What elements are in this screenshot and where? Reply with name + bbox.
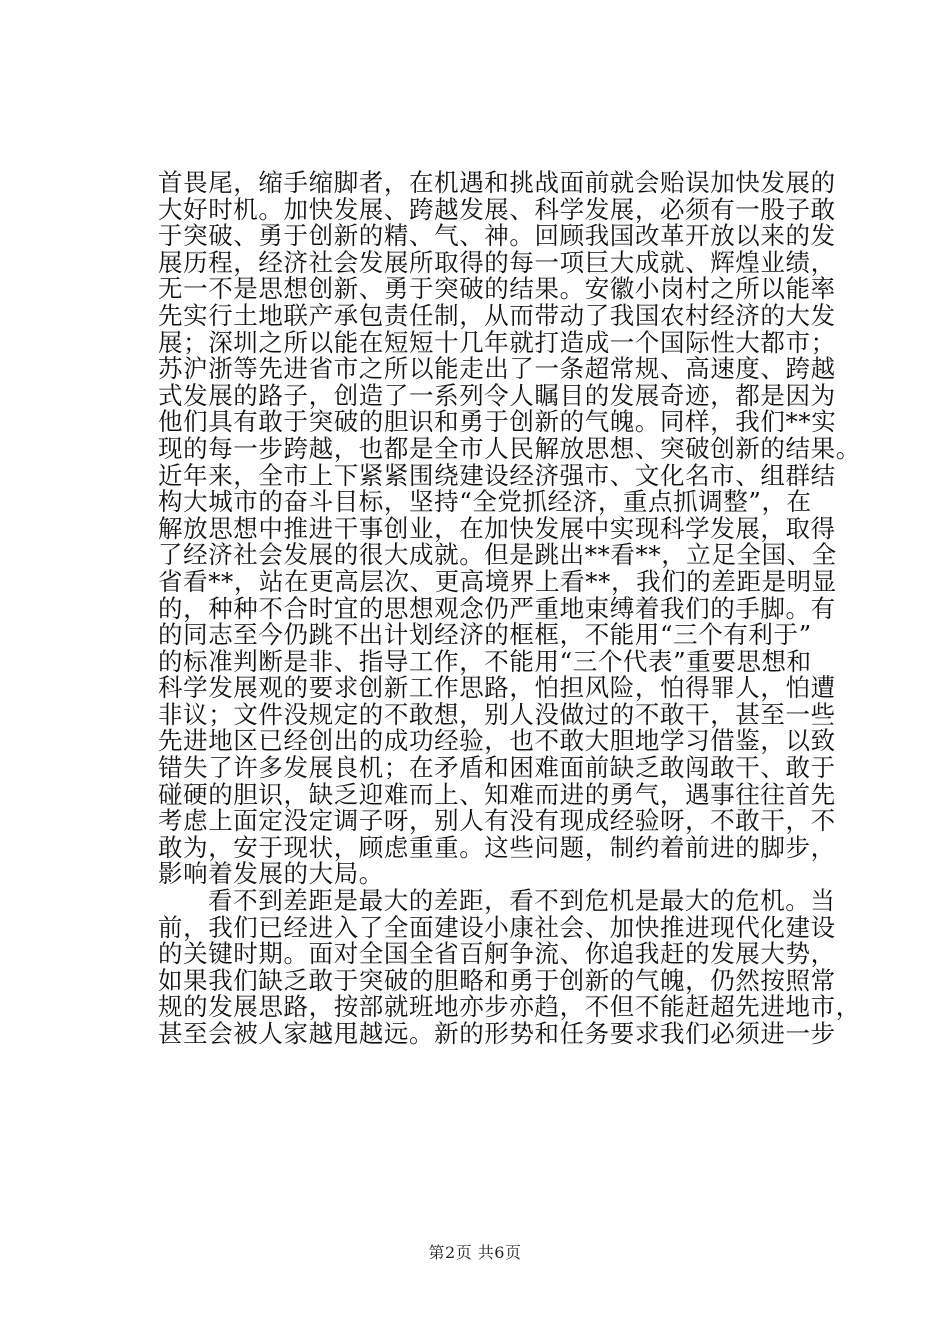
text-line: 于突破、勇于创新的精、气、神。回顾我国改革开放以来的发 [158, 221, 836, 251]
text-line: 苏沪浙等先进省市之所以能走出了一条超常规、高速度、跨越 [158, 354, 836, 384]
text-line: 了经济社会发展的很大成就。但是跳出**看**，立足全国、全 [158, 540, 837, 570]
paragraph-first-line: 看不到差距是最大的差距，看不到危机是最大的危机。当 [208, 886, 836, 916]
text-line: 展历程，经济社会发展所取得的每一项巨大成就、辉煌业绩， [158, 247, 836, 277]
text-line: 现的每一步跨越，也都是全市人民解放思想、突破创新的结果。 [158, 433, 861, 463]
text-line: 考虑上面定没定调子呀，别人有没有现成经验呀，不敢干，不 [158, 806, 836, 836]
text-line: 构大城市的奋斗目标，坚持“全党抓经济，重点抓调整”，在 [158, 487, 812, 517]
text-line: 先进地区已经创出的成功经验，也不敢大胆地学习借鉴，以致 [158, 726, 836, 756]
text-line: 的关键时期。面对全国全省百舸争流、你追我赶的发展大势， [158, 939, 836, 969]
text-line: 非议；文件没规定的不敢想，别人没做过的不敢干，甚至一些 [158, 699, 836, 729]
text-line: 省看**，站在更高层次、更高境界上看**，我们的差距是明显 [158, 566, 837, 596]
text-line: 甚至会被人家越甩越远。新的形势和任务要求我们必须进一步 [158, 1019, 836, 1048]
text-line: 式发展的路子，创造了一系列令人瞩目的发展奇迹，都是因为 [158, 380, 836, 410]
text-line: 碰硬的胆识，缺乏迎难而上、知难而进的勇气，遇事往往首先 [158, 779, 836, 809]
text-line: 影响着发展的大局。 [158, 859, 384, 889]
body-text [158, 168, 861, 1048]
text-line: 规的发展思路，按部就班地亦步亦趋，不但不能赶超先进地市， [158, 992, 861, 1022]
page-footer [0, 1243, 950, 1263]
text-line: 首畏尾，缩手缩脚者，在机遇和挑战面前就会贻误加快发展的 [158, 168, 836, 197]
text-line: 科学发展观的要求创新工作思路，怕担风险，怕得罪人，怕遭 [158, 673, 836, 703]
text-line: 的标准判断是非、指导工作，不能用“三个代表”重要思想和 [158, 646, 812, 676]
text-line: 的，种种不合时宜的思想观念仍严重地束缚着我们的手脚。有 [158, 593, 836, 623]
text-line: 错失了许多发展良机；在矛盾和困难面前缺乏敢闯敢干、敢于 [158, 753, 836, 783]
text-line: 近年来，全市上下紧紧围绕建设经济强市、文化名市、组群结 [158, 460, 836, 490]
text-line: 前，我们已经进入了全面建设小康社会、加快推进现代化建设 [158, 912, 836, 942]
text-line: 敢为，安于现状，顾虑重重。这些问题，制约着前进的脚步， [158, 832, 836, 862]
text-line: 如果我们缺乏敢于突破的胆略和勇于创新的气魄，仍然按照常 [158, 965, 836, 995]
text-line: 展；深圳之所以能在短短十几年就打造成一个国际性大都市； [158, 327, 836, 357]
text-line: 先实行土地联产承包责任制，从而带动了我国农村经济的大发 [158, 300, 836, 330]
text-line: 大好时机。加快发展、跨越发展、科学发展，必须有一股子敢 [158, 194, 836, 224]
text-line: 解放思想中推进干事创业，在加快发展中实现科学发展，取得 [158, 513, 836, 543]
text-line: 他们具有敢于突破的胆识和勇于创新的气魄。同样，我们**实 [158, 407, 837, 437]
text-line: 无一不是思想创新、勇于突破的结果。安徽小岗村之所以能率 [158, 274, 836, 304]
page-number-label: 第2页 共6页 [428, 1243, 522, 1262]
text-line: 的同志至今仍跳不出计划经济的框框，不能用“三个有利于” [158, 620, 812, 650]
